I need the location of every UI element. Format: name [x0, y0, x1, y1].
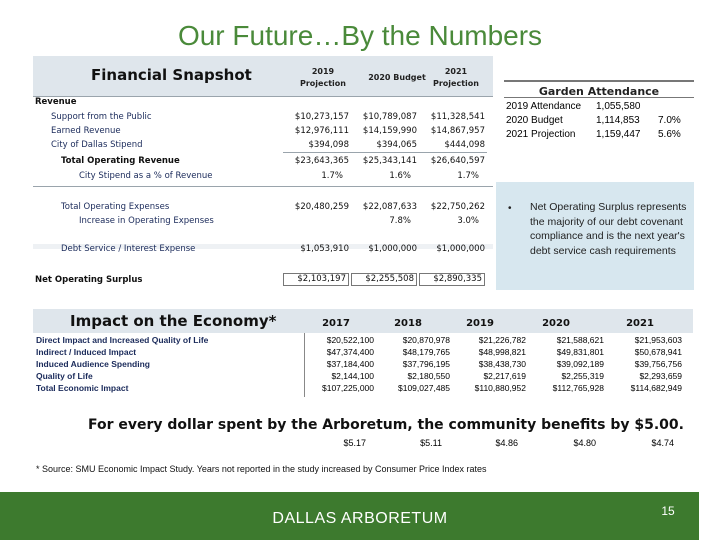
year-header: 2021 [626, 318, 654, 329]
attendance-pct: 5.6% [658, 129, 681, 140]
surplus-note-text: Net Operating Surplus represents the majority of our debt covenant compliance and is the next year's debt service cash requirements [530, 201, 687, 257]
cell-2021: 3.0% [457, 216, 479, 226]
cell-2020: $394,065 [376, 140, 417, 150]
cell-2021: $39,756,756 [634, 359, 682, 369]
col-header-2019 [284, 66, 362, 90]
cell-2020: $21,588,621 [556, 335, 604, 345]
cell-2020: $112,765,928 [552, 383, 604, 393]
col-header-2021 [417, 66, 495, 90]
row-label: City Stipend as a % of Revenue [79, 171, 213, 181]
row-label: Indirect / Induced Impact [36, 347, 137, 357]
cell-2019: $21,226,782 [478, 335, 526, 345]
cell-2019: $38,438,730 [478, 359, 526, 369]
cell-2020: $1,000,000 [368, 244, 417, 254]
table-row [33, 201, 493, 213]
cell-2020: 1.6% [389, 171, 411, 181]
table-row [504, 129, 694, 141]
cell-2021: $50,678,941 [634, 347, 682, 357]
table-row [33, 139, 493, 151]
table-row [36, 370, 696, 382]
cell-2018: $20,870,978 [402, 335, 450, 345]
row-label: Support from the Public [51, 112, 152, 122]
attendance-value: 1,159,447 [596, 129, 641, 140]
table-row [504, 101, 694, 113]
cell-2019: $20,480,259 [294, 202, 349, 212]
benefit-per-dollar-row [36, 437, 696, 449]
cell-2020: $2,255,508 [351, 273, 417, 286]
cell-2021: $2,890,335 [419, 273, 485, 286]
table-row [33, 243, 493, 255]
year-header: 2020 [542, 318, 570, 329]
cell-2021: $1,000,000 [436, 244, 485, 254]
cell-2019: $2,103,197 [283, 273, 349, 286]
surplus-note-box [496, 182, 694, 290]
table-row [33, 111, 493, 123]
garden-attendance-title: Garden Attendance [504, 80, 694, 98]
year-header: 2017 [322, 318, 350, 329]
cell-2018: $48,179,765 [402, 347, 450, 357]
community-benefit-tagline: For every dollar spent by the Arboretum, the community benefits by $5.00. [88, 417, 684, 433]
slide-title: Our Future…By the Numbers [177, 20, 543, 51]
cell-2020: $22,087,633 [362, 202, 417, 212]
cell-2017: $107,225,000 [322, 383, 374, 393]
benefit-2017: $5.17 [343, 438, 366, 448]
cell-2020: $10,789,087 [362, 112, 417, 122]
row-label: Total Operating Revenue [61, 156, 180, 166]
table-row [33, 170, 493, 182]
cell-2020: $49,831,801 [556, 347, 604, 357]
cell-2019: $1,053,910 [300, 244, 349, 254]
cell-2017: $37,184,400 [326, 359, 374, 369]
cell-2019: $110,880,952 [474, 383, 526, 393]
table-row [36, 382, 696, 394]
cell-2018: $2,180,550 [407, 371, 450, 381]
table-row [36, 346, 696, 358]
table-row [36, 358, 696, 370]
row-label: Earned Revenue [51, 126, 121, 136]
table-row [33, 215, 493, 227]
cell-2020: $2,255,319 [561, 371, 604, 381]
row-label: Direct Impact and Increased Quality of Life [36, 335, 209, 345]
year-header: 2018 [394, 318, 422, 329]
cell-2020: $39,092,189 [556, 359, 604, 369]
attendance-value: 1,055,580 [596, 101, 641, 112]
cell-2019: $23,643,365 [294, 156, 349, 166]
cell-2021: $2,293,659 [639, 371, 682, 381]
cell-2021: 1.7% [457, 171, 479, 181]
cell-2017: $2,144,100 [331, 371, 374, 381]
row-label: Revenue [35, 97, 77, 107]
col-header-2020: 2020 Budget [368, 73, 426, 82]
row-label: Quality of Life [36, 371, 93, 381]
row-label: Total Operating Expenses [61, 202, 170, 212]
cell-2019: $394,098 [308, 140, 349, 150]
cell-2019: 1.7% [321, 171, 343, 181]
cell-2021: $21,953,603 [634, 335, 682, 345]
cell-2018: $37,796,195 [402, 359, 450, 369]
col-header-2021-line2: Projection [433, 79, 479, 88]
cell-2021: $444,098 [444, 140, 485, 150]
slide-number: 15 [661, 504, 675, 518]
attendance-label: 2021 Projection [506, 129, 576, 140]
benefit-2018: $5.11 [420, 438, 442, 448]
cell-2020: $25,343,141 [362, 156, 417, 166]
col-header-2021-line1: 2021 [444, 67, 468, 76]
table-row [504, 115, 694, 127]
row-label: Debt Service / Interest Expense [61, 244, 196, 254]
cell-2019: $12,976,111 [294, 126, 349, 136]
cell-2019: $48,998,821 [478, 347, 526, 357]
benefit-2021: $4.74 [651, 438, 674, 448]
section-rule [33, 186, 493, 187]
cell-2021: $26,640,597 [430, 156, 485, 166]
cell-2017: $20,522,100 [326, 335, 374, 345]
cell-2021: $114,682,949 [630, 383, 682, 393]
cell-2020: 7.8% [389, 216, 411, 226]
attendance-label: 2020 Budget [506, 115, 563, 126]
cell-2019: $2,217,619 [483, 371, 526, 381]
col-header-2019-line1: 2019 [311, 67, 335, 76]
cell-2021: $11,328,541 [430, 112, 485, 122]
bullet-marker: • [508, 203, 512, 214]
benefit-2019: $4.86 [495, 438, 518, 448]
year-header: 2019 [466, 318, 494, 329]
attendance-value: 1,114,853 [596, 115, 640, 126]
cell-2017: $47,374,400 [326, 347, 374, 357]
cell-2019: $10,273,157 [294, 112, 349, 122]
benefit-2020: $4.80 [573, 438, 596, 448]
cell-2018: $109,027,485 [398, 383, 450, 393]
cell-2021: $22,750,262 [430, 202, 485, 212]
table-row [33, 274, 493, 286]
source-footnote: * Source: SMU Economic Impact Study. Years not reported in the study increased by Consumer Price Index rates [36, 464, 487, 474]
garden-attendance-table [504, 80, 694, 146]
table-row [33, 96, 493, 108]
footer-organization: DALLAS ARBORETUM [272, 510, 448, 527]
row-label: Increase in Operating Expenses [79, 216, 214, 226]
table-row [33, 155, 493, 167]
table-row [36, 334, 696, 346]
attendance-label: 2019 Attendance [506, 101, 582, 112]
row-label: City of Dallas Stipend [51, 140, 143, 150]
row-label: Induced Audience Spending [36, 359, 150, 369]
col-header-2019-line2: Projection [300, 79, 346, 88]
attendance-pct: 7.0% [658, 115, 681, 126]
row-label: Net Operating Surplus [35, 275, 143, 285]
cell-2021: $14,867,957 [430, 126, 485, 136]
financial-snapshot-table [33, 56, 493, 292]
economy-impact-title: Impact on the Economy* [70, 312, 277, 330]
row-label: Total Economic Impact [36, 383, 129, 393]
financial-snapshot-title: Financial Snapshot [91, 66, 252, 84]
cell-2020: $14,159,990 [362, 126, 417, 136]
table-row [33, 125, 493, 137]
subtotal-rule [283, 152, 487, 153]
